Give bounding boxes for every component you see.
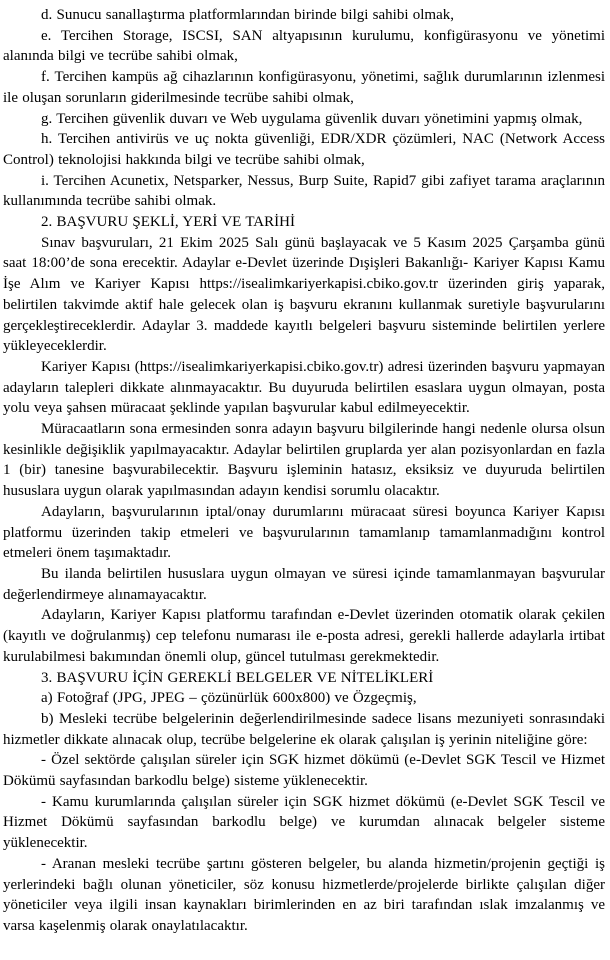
body-paragraph: Kariyer Kapısı (https://isealimkariyerkapisi.cbiko.gov.tr) adresi üzerinden başvuru yapmayan adayların talepleri dikkate alınmayacaktır. Bu duyuruda belirtilen esaslara uygun olmayan, posta yolu veya şahsen müracaat şeklinde yapılan başvurular kabul edilmeyecektir. (3, 358, 605, 417)
document-body (3, 5, 605, 937)
dash-item-paragraph: - Kamu kurumlarında çalışılan süreler için SGK hizmet dökümü (e-Devlet SGK Tescil ve Hizmet Dökümü sayfasından barkodlu belge) ve kurumdan alınacak belgeler sisteme yüklenecektir. (3, 793, 605, 852)
section-heading: 3. BAŞVURU İÇİN GEREKLİ BELGELER VE NİTELİKLERİ (41, 669, 434, 686)
list-item-paragraph: g. Tercihen güvenlik duvarı ve Web uygulama güvenlik duvarı yönetimini yapmış olmak, (41, 110, 583, 127)
list-item-paragraph: a) Fotoğraf (JPG, JPEG – çözünürlük 600x800) ve Özgeçmiş, (41, 690, 417, 707)
body-paragraph: Müracaatların sona ermesinden sonra adayın başvuru bilgilerinde hangi nedenle olursa olsun kesinlikle değişiklik yapılmayacaktır. Adaylar belirtilen gruplarda yer alan pozisyonlardan en fazla 1 (bir) tanesine başvurabilecektir. Başvuru işleminin hatasız, eksiksiz ve duyuruda belirtilen hususlara uygun olarak yapılmasından adayın kendisi sorumlu olacaktır. (3, 421, 605, 500)
list-item-paragraph: b) Mesleki tecrübe belgelerinin değerlendirilmesinde sadece lisans mezuniyeti sonrasındaki hizmetler dikkate alınacak olup, tecrübe belgelerine ek olarak çalışılan iş yerinin niteliğine göre: (3, 710, 605, 748)
list-item-paragraph: f. Tercihen kampüs ağ cihazlarının konfigürasyonu, yönetimi, sağlık durumlarının izlenmesi ile oluşan sorunların giderilmesinde tecrübe sahibi olmak, (3, 69, 605, 106)
list-item-paragraph: h. Tercihen antivirüs ve uç nokta güvenliği, EDR/XDR çözümleri, NAC (Network Access Control) teknolojisi hakkında bilgi ve tecrübe sahibi olmak, (3, 131, 605, 168)
body-paragraph: Sınav başvuruları, 21 Ekim 2025 Salı günü başlayacak ve 5 Kasım 2025 Çarşamba günü saat 18:00’de sona erecektir. Adaylar e-Devlet üzerinde Dışişleri Bakanlığı- Kariyer Kapısı Kamu İşe Alım ve Kariyer Kapısı https://isealimkariyerkapisi.cbiko.gov.tr üzerinden giriş yaparak, belirtilen takvimde aktif hale gelecek olan iş başvuru ekranını kullanmak suretiyle başvurularını gerçekleştireceklerdir. Adaylar 3. maddede kayıtlı belgeleri başvuru sisteminde belirtilen yerlere yükleyeceklerdir. (3, 234, 605, 355)
dash-item-paragraph: - Özel sektörde çalışılan süreler için SGK hizmet dökümü (e-Devlet SGK Tescil ve Hizmet Dökümü sayfasından barkodlu belge) sisteme yüklenecektir. (3, 752, 605, 790)
body-paragraph: Adayların, başvurularının iptal/onay durumlarını müracaat süresi boyunca Kariyer Kapısı platformu üzerinden takip etmeleri ve başvurularının tamamlanıp tamamlanmadığını kontrol etmeleri önem taşımaktadır. (3, 503, 605, 562)
list-item-paragraph: e. Tercihen Storage, ISCSI, SAN altyapısının kurulumu, konfigürasyonu ve yönetimi alanında bilgi ve tecrübe sahibi olmak, (3, 27, 605, 65)
body-paragraph: Adayların, Kariyer Kapısı platformu tarafından e-Devlet üzerinden otomatik olarak çekilen (kayıtlı ve doğrulanmış) cep telefonu numarası ile e-posta adresi, gerekli hallerde adaylarla irtibat kurulabilmesi bakımından önemli olup, güncel tutulması gerekmektedir. (3, 607, 605, 665)
dash-item-paragraph: - Aranan mesleki tecrübe şartını gösteren belgeler, bu alanda hizmetin/projenin geçtiği iş yerlerindeki bağlı olunan yöneticiler, söz konusu hizmetlerde/projelerde birlikte çalışılan diğer yöneticiler veya ilgili insan kaynakları birimlerinden en az biri tarafından ıslak imzalanmış ve varsa kaşelenmiş olarak onaylatılacaktır. (3, 855, 605, 934)
section-heading: 2. BAŞVURU ŞEKLİ, YERİ VE TARİHİ (41, 214, 295, 231)
body-paragraph: Bu ilanda belirtilen hususlara uygun olmayan ve süresi içinde tamamlanmayan başvurular değerlendirmeye alınamayacaktır. (3, 565, 605, 603)
list-item-paragraph: i. Tercihen Acunetix, Netsparker, Nessus, Burp Suite, Rapid7 gibi zafiyet tarama araçlarının kullanımında tecrübe sahibi olmak. (3, 172, 605, 210)
list-item-paragraph: d. Sunucu sanallaştırma platformlarından birinde bilgi sahibi olmak, (41, 7, 454, 23)
